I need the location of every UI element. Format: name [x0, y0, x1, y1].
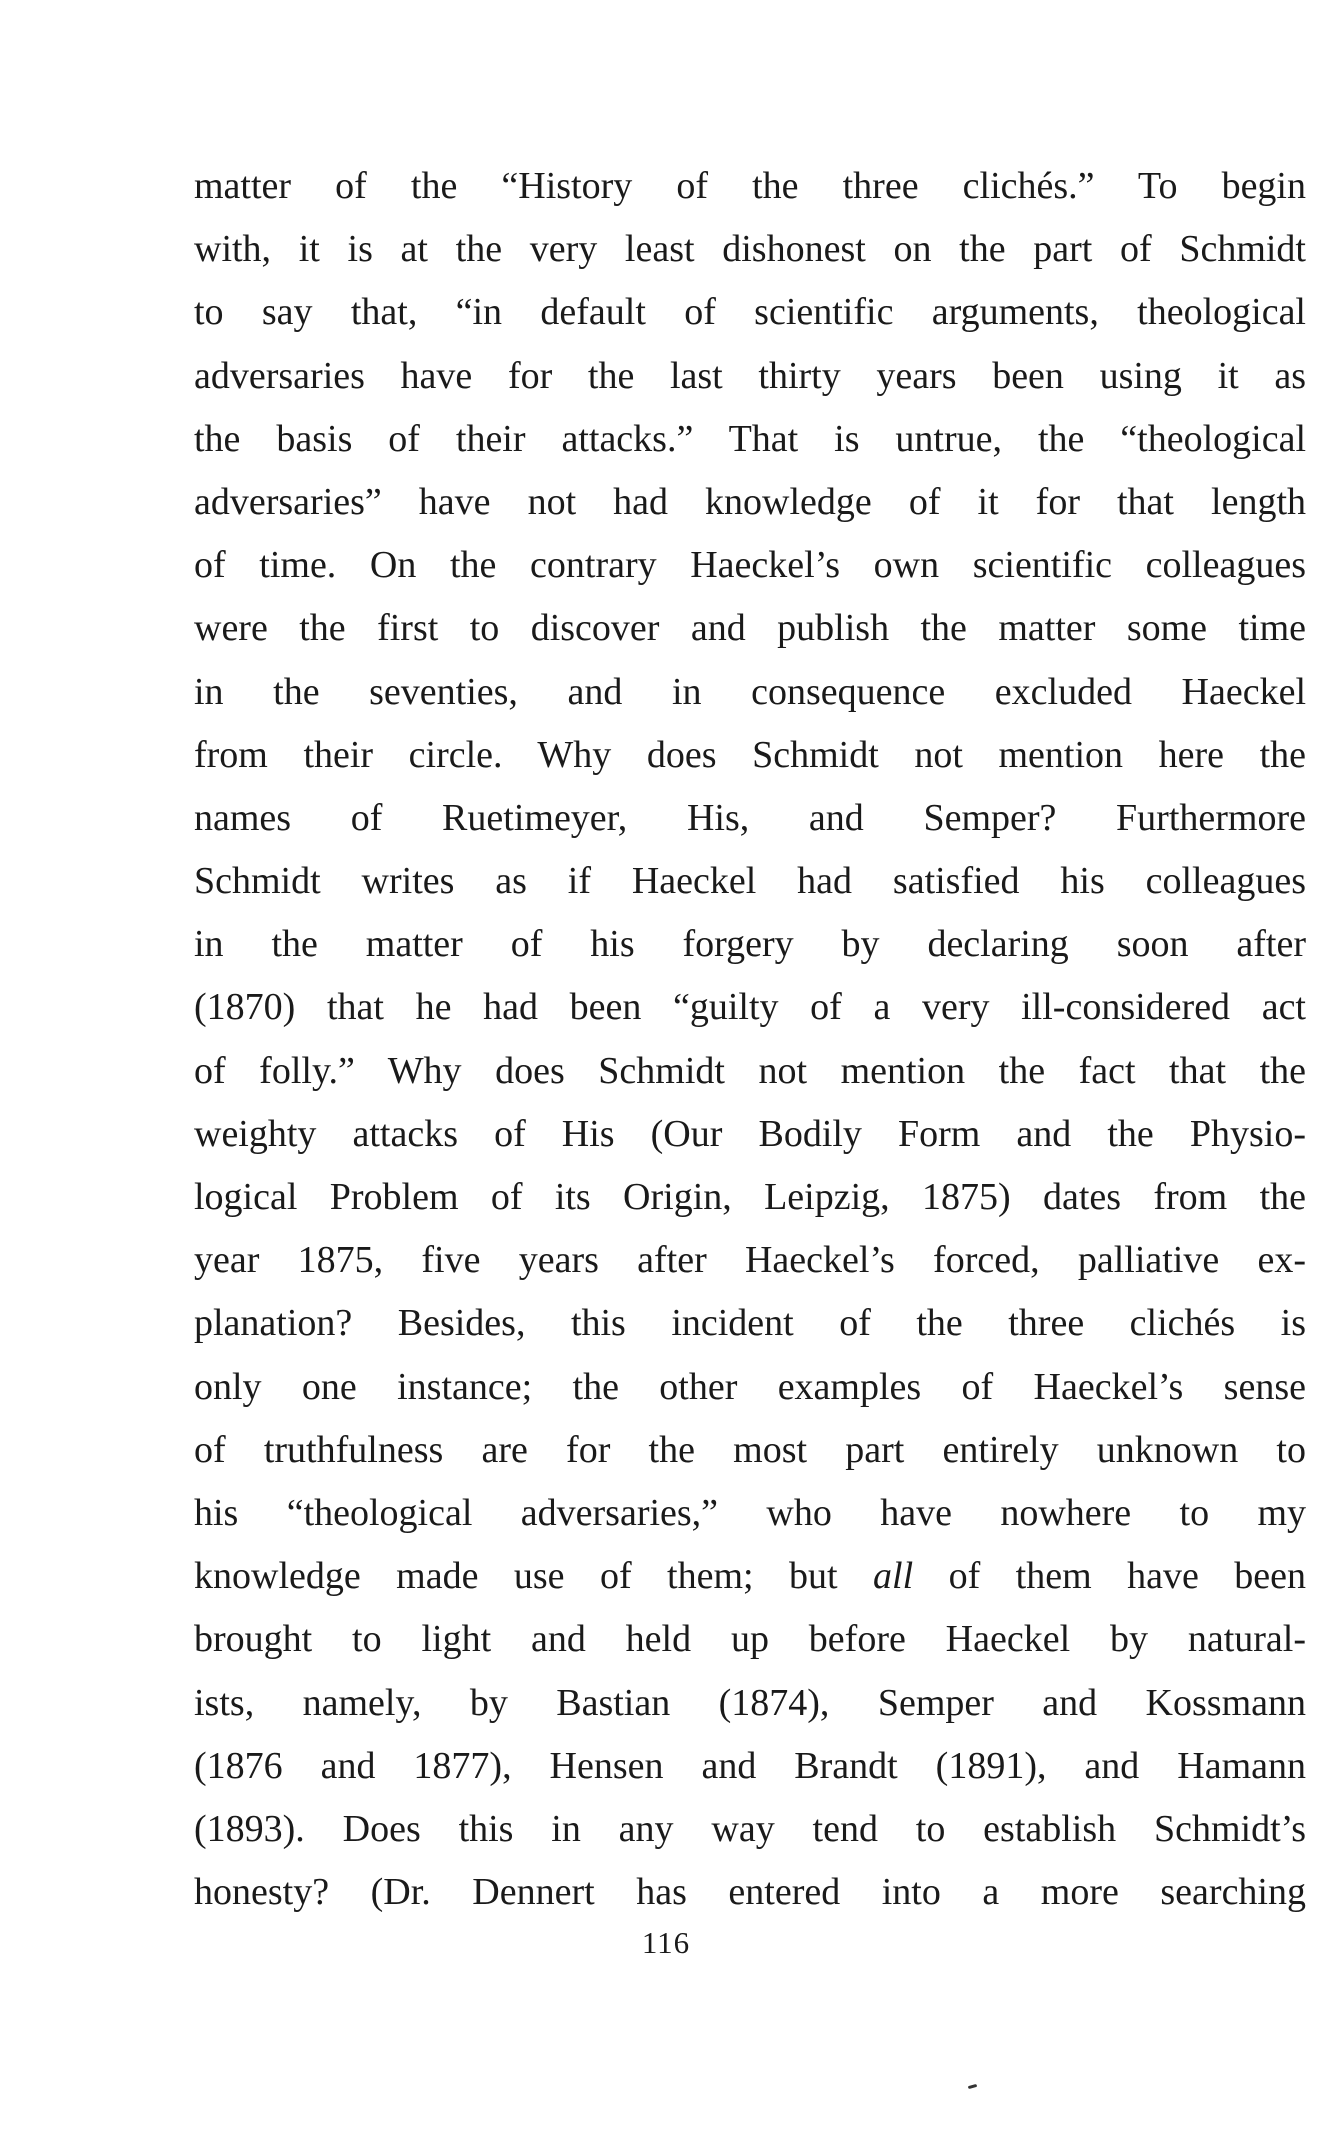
- text-line: the basis of their attacks.” That is untrue, the “theological: [194, 417, 1306, 460]
- text-line: in the seventies, and in consequence excluded Haeckel: [194, 670, 1306, 713]
- text-line: knowledge made use of them; but all of them have been: [194, 1555, 1306, 1598]
- text-line: with, it is at the very least dishonest on the part of Schmidt: [194, 228, 1306, 271]
- text-line: matter of the “History of the three clichés.” To begin: [194, 165, 1306, 207]
- emphasis-all: all: [873, 1555, 914, 1598]
- text-line: (1870) that he had been “guilty of a very ill-considered act: [194, 986, 1306, 1029]
- page-number: 116: [641, 1925, 691, 1960]
- text-line: in the matter of his forgery by declaring soon after: [194, 923, 1306, 966]
- text-line: adversaries” have not had knowledge of it for that length: [194, 480, 1306, 523]
- text-line: from their circle. Why does Schmidt not mention here the: [194, 733, 1306, 776]
- text-line: year 1875, five years after Haeckel’s forced, palliative ex-: [194, 1239, 1306, 1282]
- text-line: (1893). Does this in any way tend to establish Schmidt’s: [194, 1807, 1306, 1850]
- text-line: brought to light and held up before Haeckel by natural-: [194, 1618, 1306, 1661]
- text-line: only one instance; the other examples of Haeckel’s sense: [194, 1365, 1306, 1408]
- text-line: Schmidt writes as if Haeckel had satisfied his colleagues: [194, 860, 1306, 903]
- text-line: planation? Besides, this incident of the three clichés is: [194, 1302, 1306, 1345]
- text-line: adversaries have for the last thirty years been using it as: [194, 354, 1306, 397]
- text-line: of truthfulness are for the most part entirely unknown to: [194, 1428, 1306, 1471]
- text-line: of folly.” Why does Schmidt not mention the fact that the: [194, 1049, 1306, 1092]
- text-line: weighty attacks of His (Our Bodily Form and the Physio-: [194, 1112, 1306, 1155]
- text-line: were the first to discover and publish the matter some time: [194, 607, 1306, 650]
- text-line: honesty? (Dr. Dennert has entered into a more searching: [194, 1871, 1306, 1914]
- text-line: (1876 and 1877), Hensen and Brandt (1891), and Hamann: [194, 1744, 1306, 1787]
- scan-speck: [968, 2084, 977, 2089]
- text-line: of time. On the contrary Haeckel’s own scientific colleagues: [194, 544, 1306, 587]
- text-line: ists, namely, by Bastian (1874), Semper and Kossmann: [194, 1681, 1306, 1724]
- text-line: his “theological adversaries,” who have nowhere to my: [194, 1491, 1306, 1534]
- text-line: to say that, “in default of scientific arguments, theological: [194, 291, 1306, 334]
- body-text: [194, 155, 1306, 1924]
- text-line: names of Ruetimeyer, His, and Semper? Furthermore: [194, 796, 1306, 839]
- text-line: logical Problem of its Origin, Leipzig, 1875) dates from the: [194, 1176, 1306, 1218]
